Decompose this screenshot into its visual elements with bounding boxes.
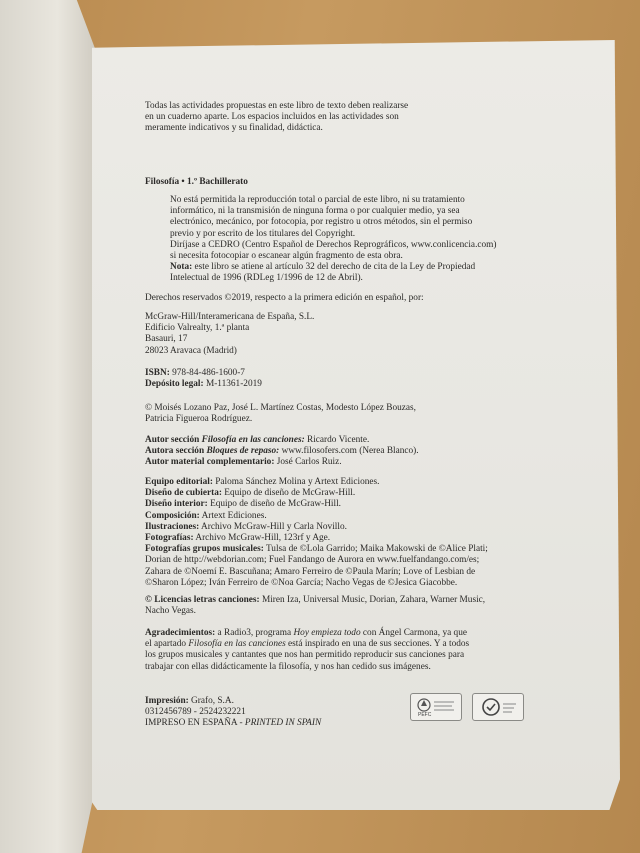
- agradec-em: Filosofía en las canciones: [188, 639, 286, 650]
- credit-value: www.filosofers.com (Nerea Blanco).: [279, 446, 419, 457]
- notice-line: si necesita fotocopiar o escanear algún fragmento de esta obra.: [170, 251, 403, 262]
- licencias-label: © Licencias letras canciones:: [145, 595, 260, 605]
- credit-value: Tulsa de ©Lola Garrido; Maika Makowski de ©Alice Plati;: [263, 544, 488, 555]
- credit-line: [145, 499, 575, 510]
- credit-line: [145, 457, 575, 468]
- impresion-value: Grafo, S.A.: [188, 696, 234, 706]
- credit-line: [145, 488, 575, 499]
- credit-line: [145, 511, 575, 522]
- credit-label: Composición:: [145, 510, 200, 521]
- credit-value: José Carlos Ruiz.: [274, 457, 342, 468]
- print-code: 0312456789 - 2524232221: [145, 707, 246, 718]
- credit-label: Fotografías grupos musicales:: [145, 544, 264, 555]
- licencias-line: [145, 595, 575, 606]
- isbn-label: ISBN:: [145, 368, 170, 378]
- credit-label: Equipo editorial:: [145, 477, 213, 487]
- credit-label-em: Bloques de repaso:: [206, 446, 280, 457]
- credit-value: Paloma Sánchez Molina y Artext Ediciones.: [212, 477, 380, 487]
- credit-label-em: Filosofía en las canciones:: [201, 435, 305, 445]
- printed-em: PRINTED IN SPAIN: [244, 718, 322, 729]
- agradec-line: trabajar con ellas didácticamente la filosofía, y nos han cedido sus imágenes.: [145, 661, 431, 672]
- agradec-em: Hoy empieza todo: [293, 628, 361, 638]
- authors-line: Patricia Figueroa Rodríguez.: [145, 414, 253, 425]
- note-line: Intelectual de 1996 (RDLeg 1/1996 de 12 de Abril).: [170, 273, 363, 284]
- agradec-line: [145, 628, 575, 639]
- note-text: este libro se atiene al artículo 32 del derecho de cita de la Ley de Propiedad: [192, 262, 476, 273]
- credit-value: Archivo McGraw-Hill, 123rf y Age.: [193, 533, 331, 544]
- photo-credit-line: Zahara de ©Noemí E. Bascuñana; Amaro Ferreiro de ©Paula Marín; Love of Lesbian de: [145, 566, 476, 577]
- intro-line: en un cuaderno aparte. Los espacios incluidos en las actividades son: [145, 112, 399, 123]
- pefc-logo: [410, 693, 462, 721]
- credit-line: [145, 477, 575, 488]
- agradec-text: el apartado: [145, 639, 189, 650]
- credit-label: Fotografías:: [145, 533, 194, 544]
- credit-label: Autor material complementario:: [145, 457, 275, 468]
- quality-seal-logo: [472, 693, 524, 721]
- tree-icon: [414, 696, 458, 718]
- agradec-line: los grupos musicales y cantantes que nos han permitido reproducir sus canciones para: [145, 650, 465, 661]
- intro-line: Todas las actividades propuestas en este libro de texto deben realizarse: [145, 101, 409, 111]
- deposito-label: Depósito legal:: [145, 379, 204, 390]
- pefc-text: PEFC: [418, 712, 432, 718]
- credit-line: [145, 544, 575, 555]
- isbn-value: 978-84-486-1600-7: [169, 368, 245, 378]
- rights-statement: Derechos reservados ©2019, respecto a la primera edición en español, por:: [145, 293, 424, 303]
- credit-line: [145, 435, 575, 446]
- credit-value: Artext Ediciones.: [199, 510, 267, 521]
- impresion-label: Impresión:: [145, 696, 189, 706]
- editorial-credits: [145, 477, 575, 589]
- printed-text: IMPRESO EN ESPAÑA -: [145, 718, 245, 729]
- licencias-value: Miren Iza, Universal Music, Dorian, Zahara, Warner Music,: [259, 595, 486, 605]
- note-label: Nota:: [170, 262, 193, 273]
- notice-line: previo y por escrito de los titulares del Copyright.: [170, 228, 356, 239]
- deposito-line: [145, 379, 575, 390]
- publisher-address: [145, 312, 575, 357]
- credit-label: Ilustraciones:: [145, 521, 200, 532]
- agradec-label: Agradecimientos:: [145, 628, 216, 638]
- intro-paragraph: [145, 101, 575, 135]
- photo-credit-line: Dorian de http://webdorian.com; Fuel Fandango de Aurora en www.fuelfandango.com/es;: [145, 555, 480, 566]
- credit-label: Autora sección: [145, 446, 207, 457]
- credit-label: Diseño de cubierta:: [145, 488, 222, 499]
- notice-line: electrónico, mecánico, por fotocopia, por registro u otros métodos, sin el permiso: [170, 217, 473, 228]
- credit-label: Autor sección: [145, 435, 202, 445]
- agradec-text: está inspirado en una de sus secciones. Y a todos: [285, 639, 470, 650]
- isbn-block: [145, 368, 575, 390]
- publisher-line: Basauri, 17: [145, 334, 188, 345]
- credit-line: [145, 533, 575, 544]
- licencias-block: [145, 595, 575, 617]
- agradecimientos-block: [145, 628, 575, 673]
- certification-seal-icon: [476, 696, 520, 718]
- agradec-line: [145, 639, 575, 650]
- deposito-value: M-11361-2019: [203, 379, 262, 390]
- credit-label: Diseño interior:: [145, 499, 208, 510]
- publisher-line: 28023 Aravaca (Madrid): [145, 345, 237, 356]
- credit-value: Equipo de diseño de McGraw-Hill.: [221, 488, 356, 499]
- authors-block: [145, 403, 575, 425]
- credit-line: [145, 446, 575, 457]
- notice-line: No está permitida la reproducción total o parcial de este libro, ni su tratamiento: [170, 195, 465, 205]
- notice-line: informático, ni la transmisión de ninguna forma o por cualquier medio, ya sea: [170, 206, 460, 217]
- agradec-text: a Radio3, programa: [215, 628, 294, 638]
- agradec-text: con Ángel Carmona, ya que: [360, 628, 467, 638]
- facing-page: [0, 0, 96, 853]
- note-line: [170, 262, 570, 273]
- book-title: Filosofía • 1.º Bachillerato: [145, 177, 248, 187]
- credit-value: Ricardo Vicente.: [304, 435, 370, 445]
- authors-line: © Moisés Lozano Paz, José L. Martínez Costas, Modesto López Bouzas,: [145, 403, 416, 413]
- credit-value: Equipo de diseño de McGraw-Hill.: [207, 499, 341, 510]
- credit-value: Archivo McGraw-Hill y Carla Novillo.: [199, 521, 347, 532]
- section-authors: [145, 435, 575, 469]
- notice-line: Diríjase a CEDRO (Centro Español de Derechos Reprográficos, www.conlicencia.com): [170, 239, 497, 250]
- photo-credit-line: ©Sharon López; Iván Ferreiro de ©Noa García; Nacho Vegas de ©Jesica Giacobbe.: [145, 577, 458, 588]
- intro-line: meramente indicativos y su finalidad, didáctica.: [145, 123, 323, 134]
- publisher-line: Edificio Valrealty, 1.ª planta: [145, 323, 250, 334]
- credit-line: [145, 522, 575, 533]
- copyright-notice: [170, 195, 570, 285]
- licencias-line: Nacho Vegas.: [145, 606, 196, 617]
- certification-logos: [410, 693, 524, 721]
- isbn-line: [145, 368, 575, 379]
- publisher-line: McGraw-Hill/Interamericana de España, S.L.: [145, 312, 315, 322]
